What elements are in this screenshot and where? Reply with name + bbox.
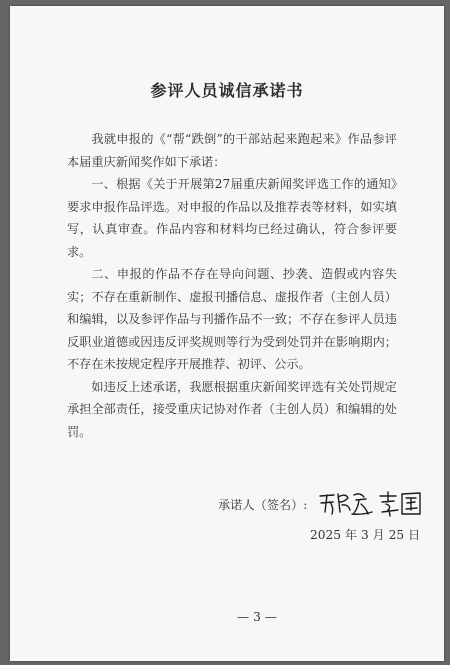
paragraph-intro: 我就申报的《“帮“跌倒”的干部站起来跑起来》作品参评本届重庆新闻奖作如下承诺：: [67, 132, 397, 169]
document-body: [67, 128, 397, 443]
signature-label: 承诺人（签名）:: [218, 498, 308, 512]
document-title: 参评人员诚信承诺书: [150, 81, 304, 100]
paragraph-commitment-1: 一、根据《关于开展第27届重庆新闻奖评选工作的通知》要求申报作品评选。对申报的作品以及推荐表等材料，如实填写，认真审查。作品内容和材料均已经过确认，符合参评要求。: [67, 177, 397, 259]
signature-date: 2025 年 3 月 25 日: [310, 528, 421, 542]
paragraph-violation: 如违反上述承诺，我愿根据重庆新闻奖评选有关处罚规定承担全部责任，接受重庆记协对作者（主创人员）和编辑的处罚。: [67, 379, 397, 439]
handwritten-signature: [316, 488, 426, 518]
document-page: [10, 6, 444, 661]
paragraph-commitment-2: 二、申报的作品不存在导向问题、抄袭、造假或内容失实；不存在重新制作、虚报刊播信息、虚报作者（主创人员）和编辑，以及参评作品与刊播作品不一致；不存在参评人员违反职业道德或因违反评奖规则等行为受到处罚并在影响期内；不存在未按规定程序开展推荐、初评、公示。: [67, 267, 397, 371]
page-number: — 3 —: [237, 610, 277, 624]
signature-row: [218, 488, 428, 518]
